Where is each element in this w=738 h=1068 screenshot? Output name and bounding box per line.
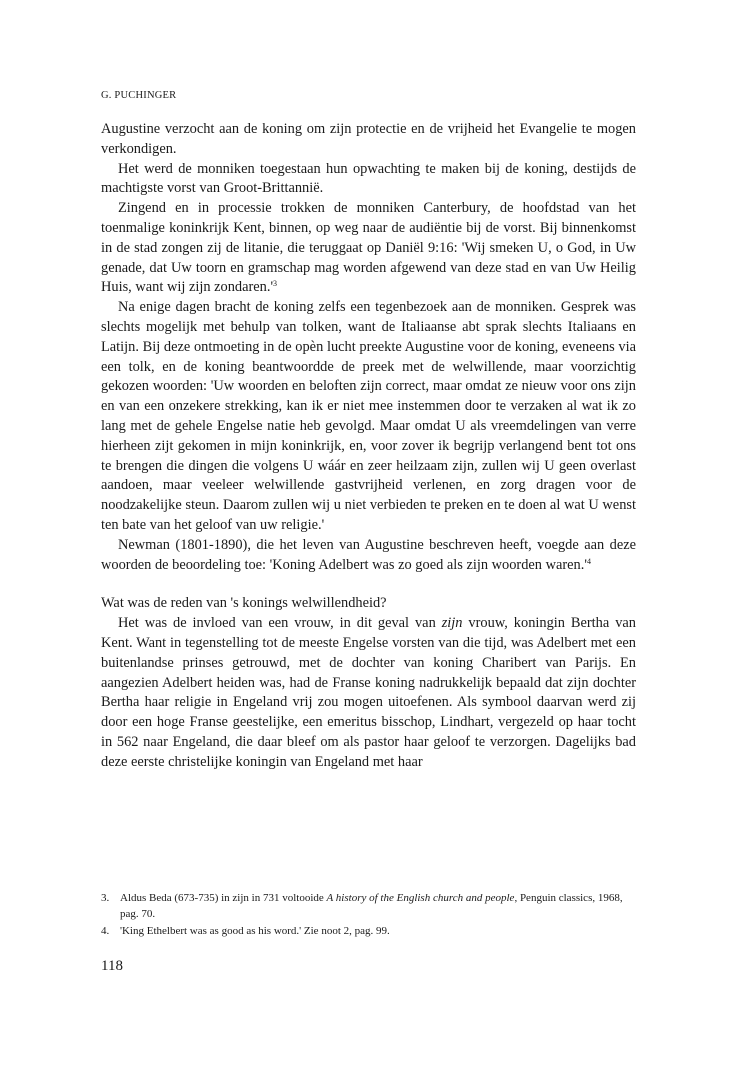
paragraph: Na enige dagen bracht de koning zelfs een tegenbezoek aan de monniken. Gesprek was slechts mogelijk met behulp van tolken, want de Italiaanse abt sprak slechts Italiaans en Latijn. Bij deze ontmoeting in de opèn lucht preekte Augustine voor de koning, eveneens via een tolk, en de koning beantwoordde de preek met de welwillende, maar voorzichtig gekozen woorden: 'Uw woorden en beloften zijn correct, maar omdat ze nieuw voor ons zijn en van een onzekere strekking, kan ik er niet mee instemmen door te verzaken al wat ik zo lang met de gehele Engelse natie heb gevolgd. Maar omdat U als vreemdelingen van verre hierheen zijt gekomen in mijn koninkrijk, en, voor zover ik begrijp verlangend bent tot ons te brengen die dingen die volgens U wáár en zeer heilzaam zijn, zullen wij U geen overlast aandoen, maar veeleer welwillende gastvrijheid verlenen, en zorg dragen voor de noodzakelijke steun. Daarom zullen wij u niet verbieden te preken en te doen al wat U wenst ten bate van het geloof van uw religie.' [101,299,636,533]
paragraph [101,199,636,298]
paragraph-text: Zingend en in processie trokken de monniken Canterbury, de hoofdstad van het toenmalige koninkrijk Kent, binnen, op weg naar de audiëntie bij de vorst. Bij binnenkomst in de stad zongen zij de litanie, die teruggaat op Daniël 9:16: 'Wij smeken U, o God, in Uw genade, dat Uw toorn en gramschap mag worden afgewend van deze stad en van Uw Heilig Huis, want wij zijn zondaren.' [101,200,636,296]
paragraph-text: vrouw, koningin Bertha van Kent. Want in tegenstelling tot de meeste Engelse vorsten van die tijd, was Adelbert met een buitenlandse prinses getrouwd, met de dochter van koning Charibert van Parijs. En aangezien Adelbert heiden was, had de Franse koning nadrukkelijk bepaald dat zijn dochter Bertha haar religie in Engeland vrij zou mogen uitoefenen. Als symbool daarvan werd zij door een hoge Franse geestelijke, een emeritus bisschop, Lindhart, vergezeld op haar tocht in 562 naar Engeland, die daar bleef om als pastor haar geloof te verzorgen. Dagelijks bad deze eerste christelijke koningin van Engeland met haar [101,615,636,770]
footnote [101,891,636,922]
page-number: 118 [101,958,123,974]
footnote-ref[interactable]: 3 [273,279,278,289]
footnote-text-part: , Penguin classics, 1968, pag. 70. [120,892,623,920]
body-text [101,120,636,773]
paragraph: Het werd de monniken toegestaan hun opwachting te maken bij de koning, destijds de machtigste vorst van Groot-Brittannië. [101,160,636,197]
paragraph-text: Newman (1801-1890), die het leven van Augustine beschreven heeft, voegde aan deze woorden de beoordeling toe: 'Koning Adelbert was zo goed als zijn woorden waren.' [101,536,636,573]
footnote-number: 3. [101,892,110,904]
paragraph [101,536,636,576]
footnotes [101,891,636,942]
question-line: Wat was de reden van 's konings welwillendheid? [101,595,387,612]
footnote-text-part: Aldus Beda (673-735) in zijn in 731 voltooide [120,892,327,904]
footnote [101,924,636,940]
footnote-title: A history of the English church and people [326,892,515,904]
paragraph: Augustine verzocht aan de koning om zijn protectie en de vrijheid het Evangelie te mogen verkondigen. [101,121,636,157]
running-head: G. PUCHINGER [101,90,177,101]
footnote-text [120,891,636,922]
footnote-ref[interactable]: 4 [586,556,591,566]
footnote-number: 4. [101,925,110,937]
paragraph-text: Het was de invloed van een vrouw, in dit geval van [118,615,442,632]
emphasis: zijn [441,615,463,632]
paragraph [101,614,636,772]
footnote-text: 'King Ethelbert was as good as his word.' Zie noot 2, pag. 99. [120,925,390,937]
